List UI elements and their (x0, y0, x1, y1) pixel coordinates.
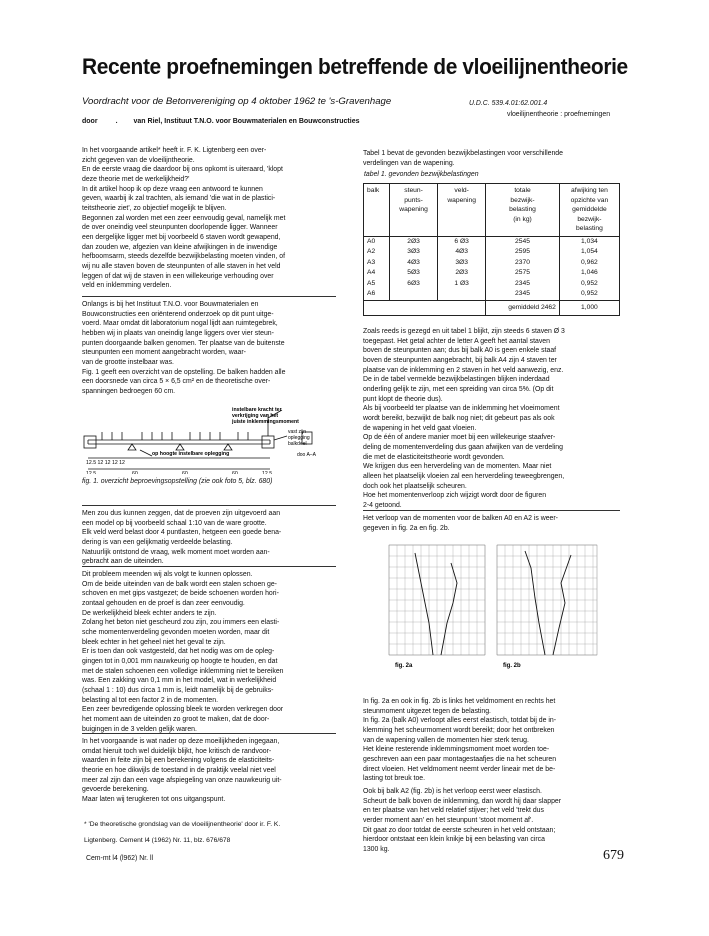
text-line: toegepast. Het getal achter de letter A geeft het aantal staven (363, 337, 550, 345)
text-line: klemming het scheurmoment wordt bereikt; door het ontbreken (363, 726, 555, 734)
fig1-label-oplegging: op hoogte instelbare oplegging (152, 451, 230, 457)
figure-1 (82, 406, 340, 474)
footnote (84, 813, 338, 852)
text-line: onderling gelijk te zijn, met een spreiding van circa 5%. (Op dit (363, 385, 554, 393)
journal-footer: Cem-mt l4 (l962) Nr. ll (86, 855, 154, 862)
table-header-cell: steun- punts- wapening (390, 184, 438, 237)
men-lines (82, 509, 336, 567)
figure-2 (385, 543, 610, 673)
text-line: Zoals reeds is gezegd en uit tabel 1 blijkt, zijn steeds 6 staven Ø 3 (363, 328, 565, 335)
footnote-lines (84, 820, 338, 846)
table-cell: 2575 (486, 268, 560, 279)
table-1 (363, 183, 620, 316)
text-line: theorie en hoe dikwijls de toestand in de praktijk veelal niet veel (82, 766, 276, 774)
text-line: punten doorgaande balken genomen. Ter plaatse van de buitenste (82, 339, 285, 347)
text-line: van de grootte instelbaar was. (82, 358, 174, 366)
table-cell: 6 Ø3 (438, 236, 486, 247)
text-line: voerd. Maar omdat dit laboratorium nogal lijdt aan ruimtegebrek, (82, 320, 278, 328)
table-body (364, 236, 620, 300)
text-line: dering is van een gelijkmatig verdeelde belasting. (82, 538, 233, 546)
text-line: 2-4 getoond. (363, 501, 402, 509)
table-header-row (364, 184, 620, 237)
text-line: Bouwconstructies een oriënterend onderzoek op dit punt uitge- (82, 310, 274, 318)
text-line: Ook bij balk A2 (fig. 2b) is het verloop eerst weer elastisch. (363, 788, 542, 795)
table-cell: A0 (364, 236, 390, 247)
table-cell: 2370 (486, 258, 560, 269)
table-header-cell: totale bezwijk- belasting (in kg) (486, 184, 560, 237)
het-paragraph (363, 510, 620, 533)
table-cell: A6 (364, 289, 390, 300)
table-row (364, 279, 620, 290)
fig1-label-moment-1: instelbare kracht ter (232, 407, 282, 413)
voorgaande-lines (82, 737, 336, 805)
table-cell: 2Ø3 (438, 268, 486, 279)
text-line: deze theorie met de werkelijkheid?' (82, 175, 190, 183)
text-line: spanningen bedroegen 60 cm. (82, 387, 176, 395)
table-cell: 0,952 (559, 279, 619, 290)
intro-lines (82, 146, 336, 291)
results-table (363, 183, 620, 316)
men-paragraph (82, 505, 336, 567)
table-header-cell: veld- wapening (438, 184, 486, 237)
text-line: leggen of dat wij de staven in een willekeurige verhouding over (82, 272, 274, 280)
tabel-intro (363, 149, 620, 168)
text-line: wordt bereikt, bezwijkt de balk nog niet; dit gebeurt pas als ook (363, 414, 555, 422)
text-line: De in de tabel vermelde bezwijkbelastingen blijken inderdaad (363, 376, 550, 384)
text-line: gingen tot in 0,001 mm nauwkeurig op hoogte te houden, en dat (82, 657, 278, 665)
text-line: geschreven aan een paar montagestaafjes die na het scheuren (363, 755, 557, 763)
text-line: direct vloeien. Het veldmoment neemt verder lineair met de be- (363, 765, 556, 773)
text-line: buigingen in de 3 velden gelijk waren. (82, 725, 197, 733)
table-cell: 2345 (486, 279, 560, 290)
fig1-label-balkdeel: balkdeel (288, 441, 307, 447)
fig1-label-moment-2: verkrijging van het (232, 413, 279, 419)
text-line: Begonnen zal worden met een zeer eenvoudig geval, namelijk met (82, 214, 286, 222)
text-line: meer zal zijn dan een vage afspiegeling van onze nauwkeurig uit- (82, 776, 282, 784)
text-line: Het verloop van de momenten voor de balken A0 en A2 is weer- (363, 515, 558, 522)
text-line: * 'De theoretische grondslag van de vloeilijnentheorie' door ir. F. K. (84, 820, 281, 828)
text-line: In het voorgaande is wat nader op deze moeilijkheden ingegaan, (82, 738, 280, 745)
table-cell: 1,034 (559, 236, 619, 247)
figure-1-caption: fig. 1. overzicht beproevingsopstelling (zie ook foto 5, blz. 680) (82, 478, 273, 485)
udc-code: U.D.C. 539.4.01:62.001.4 (469, 100, 548, 107)
text-line: De werkelijkheid bleek echter anders te zijn. (82, 609, 217, 617)
text-line: hefboomsarm, steeds dezelfde bezwijkbelasting moeten vinden, of (82, 253, 286, 261)
fig1-dim-c: 60 (182, 471, 188, 474)
text-line: zicht gegeven van de vloeilijntheorie. (82, 156, 195, 164)
text-line: Dit gaat zo door totdat de eerste scheuren in het veld ontstaan; (363, 826, 556, 834)
table-cell: 4Ø3 (438, 247, 486, 258)
intro-paragraph (82, 146, 336, 291)
text-line: de wapening in het veld gaat vloeien. (363, 424, 477, 432)
table-header-cell: afwijking ten opzichte van gemiddelde bezwijk- belasting (559, 184, 619, 237)
text-line: lasting tot breuk toe. (363, 775, 426, 783)
fig1-dim-a: 12.5 (86, 471, 97, 474)
ook-paragraph (363, 787, 620, 855)
table-cell (438, 289, 486, 300)
table-cell: A4 (364, 268, 390, 279)
text-line: een dergelijke ligger met bij voorbeeld 6 staven wordt gewapend, (82, 233, 281, 241)
table-cell: 3Ø3 (390, 247, 438, 258)
fig1-dims-top: 12.5 12 12 12 12 (86, 460, 125, 466)
text-line: die met de elasticiteitstheorie wordt gevonden. (363, 453, 505, 461)
fig1-dim-d: 60 (232, 471, 238, 474)
table-cell: 5Ø3 (390, 268, 438, 279)
table-cell: A5 (364, 279, 390, 290)
text-line: steunpunten een moment aangebracht worden, waar- (82, 349, 246, 357)
table-caption: tabel 1. gevonden bezwijkbelastingen (364, 171, 479, 178)
text-line: wij nu alle staven boven de steunpunten of alle staven in het veld (82, 262, 281, 270)
author-line: door . van Riel, Instituut T.N.O. voor Bouwmaterialen en Bouwconstructies (82, 118, 360, 125)
onlangs-paragraph (82, 296, 336, 397)
text-line: Fig. 1 geeft een overzicht van de opstelling. De balken hadden alle (82, 368, 286, 376)
table-cell: 2Ø3 (390, 236, 438, 247)
fig1-label-vast-1: vast zijn (288, 429, 307, 435)
text-line: en ter plaatse van het veld relatief stijver; het veld 'trekt dus (363, 807, 544, 815)
text-line: gegeven in fig. 2a en fig. 2b. (363, 524, 450, 532)
text-line: sche momentenverdeling gevonden moeten worden, maar dit (82, 628, 270, 636)
zoals-lines (363, 327, 620, 510)
text-line: In het voorgaande artikel* heeft ir. F. K. Ligtenberg een over- (82, 147, 267, 154)
text-line: En de eerste vraag die daardoor bij ons opkomt is uiteraard, 'klopt (82, 166, 283, 174)
text-line: Hoe het momentenverloop zich wijzigt wordt door de figuren (363, 492, 547, 500)
text-line: belasting al tot een factor 2 in de momenten. (82, 696, 218, 704)
text-line: Ligtenberg. Cement l4 (1962) Nr. 11, blz. 676/678 (84, 836, 231, 844)
table-header-cell: balk (364, 184, 390, 237)
table-row (364, 247, 620, 258)
zoals-paragraph (363, 327, 620, 510)
table-cell: 6Ø3 (390, 279, 438, 290)
text-line: Tabel 1 bevat de gevonden bezwijkbelastingen voor verschillende (363, 150, 563, 157)
text-line: In fig. 2a (balk A0) verloopt alles eerst elastisch, totdat bij de in- (363, 717, 557, 725)
text-line: was. Een zakking van 0,1 mm in het model, wat in werkelijkheid (82, 677, 277, 685)
table-row (364, 289, 620, 300)
fig2b-label: fig. 2b (503, 663, 521, 669)
text-line: omdat hieruit toch wel duidelijk blijkt, hoe kritisch de randvoor- (82, 747, 272, 755)
ook-lines (363, 787, 620, 855)
text-line: zontaal gehouden en de proef is dan zeer eenvoudig. (82, 599, 245, 607)
text-line: deling de momentenverdeling dus gaan afwijken van de verdeling (363, 443, 563, 451)
text-line: verder moment aan' en het steunpunt 'stoot moment af'. (363, 816, 534, 824)
text-line: waarden in feite zijn bij een berekening volgens de elasticiteits- (82, 757, 275, 765)
text-line: Elk veld werd belast door 4 puntlasten, hetgeen een goede bena- (82, 529, 282, 537)
tabel-intro-lines (363, 149, 620, 168)
text-line: van de wapening vallen de momenten hier sterk terug. (363, 736, 529, 744)
table-row (364, 258, 620, 269)
text-line: Het kleine resterende inklemmingsmoment moet worden toe- (363, 746, 550, 754)
text-line: Scheurt de balk boven de inklemming, dan wordt hij daar slapper (363, 797, 562, 805)
text-line: boven de steunpunten aan; dus bij balk A0 is geen enkele staaf (363, 347, 557, 355)
text-line: We krijgen dus een herverdeling van de momenten. Maar niet (363, 463, 552, 471)
table-average-label: gemiddeld 2462 (486, 300, 560, 316)
text-line: Natuurlijk ontstond de vraag, welk moment moet worden aan- (82, 548, 270, 556)
table-cell: 1,046 (559, 268, 619, 279)
text-line: hebben wij in plaats van oneindig lange liggers over vier steun- (82, 329, 274, 337)
author-name: van Riel, Instituut T.N.O. voor Bouwmaterialen en Bouwconstructies (133, 118, 360, 125)
page-number: 679 (603, 848, 624, 863)
table-cell: 1,054 (559, 247, 619, 258)
table-cell (390, 289, 438, 300)
text-line: veld en inklemming verdelen. (82, 282, 172, 290)
keywords: vloeilijnentheorie : proefnemingen (507, 111, 611, 118)
fig1-dim-b: 60 (132, 471, 138, 474)
table-cell: 0,962 (559, 258, 619, 269)
table-cell: 0,952 (559, 289, 619, 300)
text-line: Op de één of andere manier moet bij een willekeurige staafver- (363, 434, 556, 442)
dit-paragraph (82, 566, 336, 734)
fig1-label-section: doo A–A (297, 452, 316, 458)
text-line: 1300 kg. (363, 845, 390, 853)
text-line: doch ook het plaatselijk scheuren. (363, 482, 467, 490)
table-cell: 2595 (486, 247, 560, 258)
text-line: Een zeer bevredigende oplossing bleek te worden verkregen door (82, 706, 284, 714)
text-line: steunmoment uitgezet tegen de belasting. (363, 707, 491, 715)
table-row (364, 236, 620, 247)
text-line: In fig. 2a en ook in fig. 2b is links het veldmoment en rechts het (363, 698, 556, 705)
text-line: Dit probleem meenden wij als volgt te kunnen oplossen. (82, 571, 253, 578)
table-average-value: 1,000 (559, 300, 619, 316)
text-line: Om de beide uiteinden van de balk wordt een stalen schoen ge- (82, 580, 277, 588)
text-line: teitstheorie ziet', zo objectief mogelijk te blijven. (82, 204, 227, 212)
table-cell: A2 (364, 247, 390, 258)
text-line: In dit artikel hoop ik op deze vraag een antwoord te kunnen (82, 185, 263, 193)
text-line: alleen het plaatselijk vloeien zal een herverdeling teweegbrengen, (363, 472, 565, 480)
text-line: Er is toen dan ook vastgesteld, dat het nodig was om de opleg- (82, 648, 275, 656)
fig2-text-lines (363, 697, 620, 784)
text-line: het moment aan de uiteinden zo groot te maken, dat de door- (82, 715, 270, 723)
table-cell: 4Ø3 (390, 258, 438, 269)
text-line: hierdoor ontstaat een klein knikje bij een belasting van circa (363, 836, 545, 844)
text-line: (schaal 1 : 10) dus circa 1 mm is, leidt namelijk bij de gebruiks- (82, 686, 274, 694)
text-line: de over oneindig veel steunpunten doorlopende ligger. Wanneer (82, 224, 278, 232)
text-line: Als bij voorbeeld ter plaatse van de inklemming het vloeimoment (363, 405, 560, 413)
page-title: Recente proefnemingen betreffende de vloeilijnentheorie (82, 54, 628, 79)
text-line: verdelingen van de wapening. (363, 159, 455, 167)
text-line: Maar laten wij terugkeren tot ons uitgangspunt. (82, 795, 226, 803)
table-cell: 1 Ø3 (438, 279, 486, 290)
table-cell: 3Ø3 (438, 258, 486, 269)
dit-lines (82, 570, 336, 734)
fig2a-label: fig. 2a (395, 663, 413, 669)
subtitle: Voordracht voor de Betonvereniging op 4 oktober 1962 te 's-Gravenhage (82, 96, 392, 107)
table-cell: A3 (364, 258, 390, 269)
text-line: bleek echter in het geheel niet het geval te zijn. (82, 638, 226, 646)
figure-2-drawing (385, 543, 610, 673)
author-prefix: door (82, 118, 98, 125)
text-line: schoven en met gips vastgezet; de beide schoenen worden hori- (82, 590, 279, 598)
text-line: plaatse van de inklemming en 2 staven in het veld aanwezig, enz. (363, 366, 564, 374)
text-line: geven, waarbij ik zal trachten, als iemand 'die wat in de plastici- (82, 195, 276, 203)
table-cell: 2545 (486, 236, 560, 247)
text-line: een doorsnede van circa 5 × 6,5 cm² en de theoretische over- (82, 378, 271, 386)
table-row (364, 268, 620, 279)
text-line: een model op bij voorbeeld schaal 1:10 van de ware grootte. (82, 519, 267, 527)
fig1-label-vast-2: oplegging (288, 435, 310, 441)
text-line: Onlangs is bij het Instituut T.N.O. voor Bouwmaterialen en (82, 301, 259, 308)
text-line: boven de steunpunten aangebracht, bij balk A4 zijn 4 staven ter (363, 356, 557, 364)
voorgaande-paragraph (82, 733, 336, 805)
table-cell: 2345 (486, 289, 560, 300)
onlangs-lines (82, 300, 336, 397)
text-line: met de stalen schoenen een volledige inklemming niet te bereiken (82, 667, 284, 675)
text-line: Zolang het beton niet gescheurd zou zijn, zou immers een elasti- (82, 619, 280, 627)
text-line: dan zouden we, afgezien van kleine afwijkingen in de inwendige (82, 243, 278, 251)
text-line: gebracht aan de uiteinden. (82, 558, 164, 566)
fig2-text-paragraph (363, 697, 620, 784)
figure-1-drawing (82, 406, 340, 474)
table-footer-row (364, 300, 620, 316)
het-lines (363, 514, 620, 533)
fig1-label-moment-3: juiste inklemmingsmoment (232, 419, 299, 425)
text-line: gevoerde berekening. (82, 786, 149, 794)
fig1-dim-e: 12.5 (262, 471, 273, 474)
text-line: Men zou dus kunnen zeggen, dat de proeven zijn uitgevoerd aan (82, 510, 281, 517)
text-line: punt klopt de theorie dus). (363, 395, 443, 403)
